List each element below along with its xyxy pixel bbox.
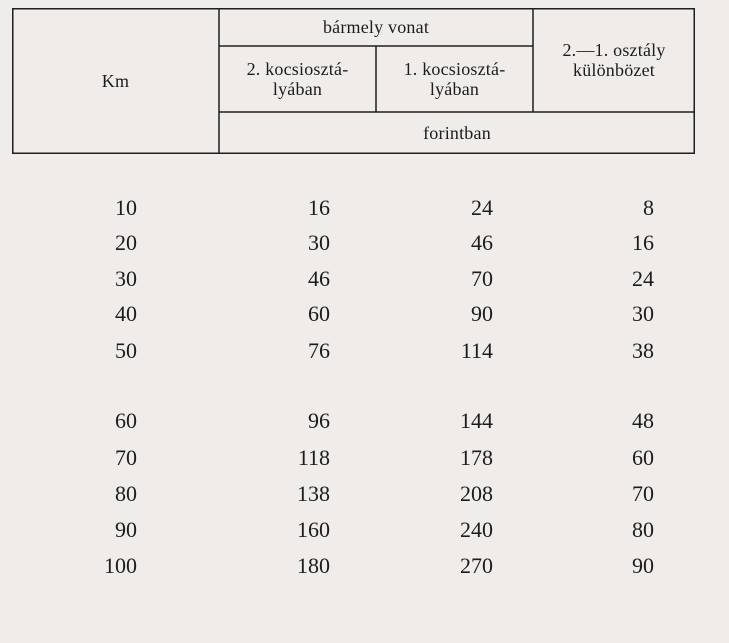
cell-km: 30 bbox=[115, 266, 137, 291]
cell-difference: 8 bbox=[643, 195, 654, 220]
cell-difference: 70 bbox=[632, 481, 654, 506]
cell-difference: 48 bbox=[632, 408, 654, 433]
table-row bbox=[0, 299, 729, 329]
cell-class2: 30 bbox=[308, 230, 330, 255]
table-row bbox=[0, 551, 729, 581]
cell-class1: 240 bbox=[460, 517, 493, 542]
cell-class2: 16 bbox=[308, 195, 330, 220]
cell-difference: 16 bbox=[632, 230, 654, 255]
cell-difference: 38 bbox=[632, 338, 654, 363]
table-row bbox=[0, 264, 729, 294]
table-row bbox=[0, 515, 729, 545]
cell-class1: 208 bbox=[460, 481, 493, 506]
cell-km: 100 bbox=[104, 553, 137, 578]
table-row bbox=[0, 193, 729, 223]
cell-km: 70 bbox=[115, 445, 137, 470]
cell-class2: 180 bbox=[297, 553, 330, 578]
cell-class1: 24 bbox=[471, 195, 493, 220]
header-class1: 1. kocsiosztá- lyában bbox=[403, 59, 506, 99]
header-unit: forintban bbox=[423, 122, 491, 143]
cell-difference: 30 bbox=[632, 301, 654, 326]
cell-difference: 60 bbox=[632, 445, 654, 470]
cell-class2: 118 bbox=[297, 445, 330, 470]
cell-class1: 70 bbox=[471, 266, 493, 291]
cell-km: 50 bbox=[115, 338, 137, 363]
cell-km: 10 bbox=[115, 195, 137, 220]
cell-difference: 90 bbox=[632, 553, 654, 578]
cell-class2: 96 bbox=[308, 408, 330, 433]
cell-class1: 46 bbox=[471, 230, 493, 255]
cell-class2: 60 bbox=[308, 301, 330, 326]
cell-class1: 144 bbox=[460, 408, 493, 433]
cell-km: 80 bbox=[115, 481, 137, 506]
table-row bbox=[0, 479, 729, 509]
header-difference: 2.—1. osztály különbözet bbox=[562, 40, 666, 80]
table-row bbox=[0, 228, 729, 258]
cell-km: 20 bbox=[115, 230, 137, 255]
cell-class1: 90 bbox=[471, 301, 493, 326]
cell-class1: 114 bbox=[460, 338, 493, 363]
table-row bbox=[0, 406, 729, 436]
cell-class1: 178 bbox=[460, 445, 493, 470]
table-row bbox=[0, 443, 729, 473]
cell-class2: 76 bbox=[308, 338, 330, 363]
cell-difference: 24 bbox=[632, 266, 654, 291]
header-km: Km bbox=[101, 70, 130, 91]
cell-class2: 46 bbox=[308, 266, 330, 291]
header-class2: 2. kocsiosztá- lyában bbox=[246, 59, 349, 99]
cell-class1: 270 bbox=[460, 553, 493, 578]
cell-difference: 80 bbox=[632, 517, 654, 542]
cell-class2: 138 bbox=[297, 481, 330, 506]
cell-km: 40 bbox=[115, 301, 137, 326]
cell-class2: 160 bbox=[297, 517, 330, 542]
header-any-train: bármely vonat bbox=[322, 17, 430, 37]
cell-km: 90 bbox=[115, 517, 137, 542]
table-row bbox=[0, 336, 729, 366]
cell-km: 60 bbox=[115, 408, 137, 433]
